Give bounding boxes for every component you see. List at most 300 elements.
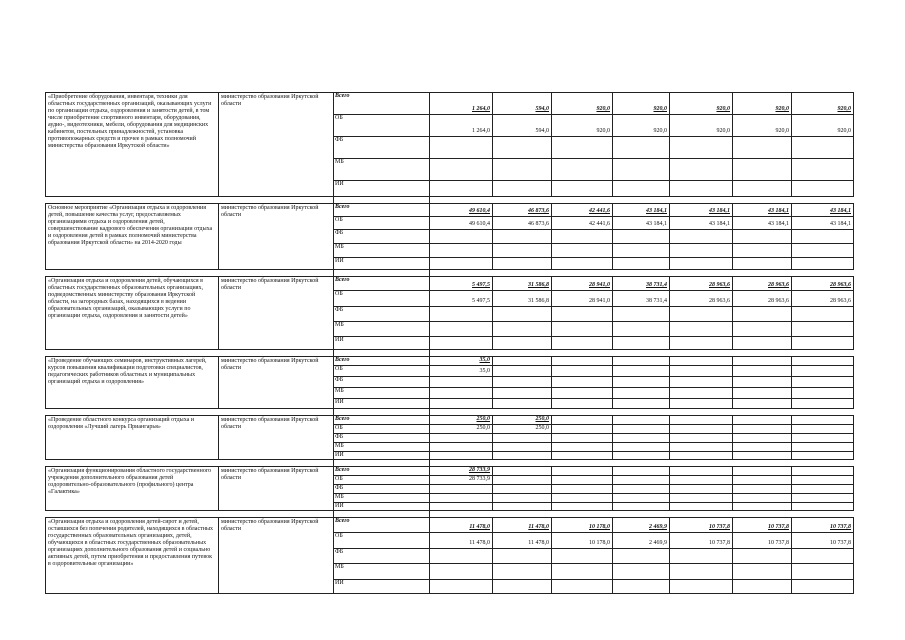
amount-cell — [733, 337, 792, 350]
funding-source: ИИ — [334, 258, 430, 270]
amount-cell — [430, 434, 493, 443]
amount-cell — [613, 181, 670, 197]
responsible-org: министерство образования Иркутской области — [219, 204, 334, 270]
amount-cell — [613, 307, 670, 322]
amount-cell: 31 586,8 — [493, 277, 552, 291]
amount-cell: 43 184,1 — [792, 204, 854, 217]
amount-cell — [430, 244, 493, 258]
funding-source: ФБ — [334, 377, 430, 388]
amount-cell: 28 941,0 — [552, 291, 613, 307]
amount-cell — [792, 416, 854, 425]
amount-cell — [670, 580, 733, 594]
amount-cell: 5 497,5 — [430, 291, 493, 307]
amount-cell: 46 873,6 — [493, 217, 552, 230]
amount-cell — [430, 258, 493, 270]
amount-cell — [733, 467, 792, 476]
amount-cell: 43 184,1 — [670, 217, 733, 230]
amount-cell — [670, 476, 733, 485]
amount-cell — [552, 159, 613, 181]
amount-cell — [552, 366, 613, 377]
amount-cell — [733, 452, 792, 460]
funding-source: МБ — [334, 159, 430, 181]
block-spacer — [46, 197, 854, 204]
amount-cell: 920,0 — [613, 115, 670, 137]
amount-cell — [792, 181, 854, 197]
amount-cell: 46 873,6 — [493, 204, 552, 217]
amount-cell: 10 178,0 — [552, 533, 613, 549]
activity-name: «Проведение обучающих семинаров, инструктивных лагерей, курсов повышения квалификации подготовки специалистов, педагогических работников областных и муниципальных организаций отдыха и оздоровления» — [46, 357, 219, 409]
block-spacer — [46, 460, 854, 467]
amount-cell — [493, 307, 552, 322]
responsible-org: министерство образования Иркутской области — [219, 277, 334, 350]
amount-cell — [733, 230, 792, 244]
amount-cell: 920,0 — [733, 93, 792, 115]
amount-cell: 28 733,9 — [430, 476, 493, 485]
amount-cell — [430, 443, 493, 452]
amount-cell — [552, 494, 613, 503]
funding-source: ОБ — [334, 115, 430, 137]
amount-cell — [613, 366, 670, 377]
amount-cell: 1 264,0 — [430, 93, 493, 115]
amount-cell: 49 610,4 — [430, 217, 493, 230]
amount-cell — [613, 452, 670, 460]
amount-cell — [493, 159, 552, 181]
amount-cell — [552, 416, 613, 425]
amount-cell — [792, 244, 854, 258]
amount-cell — [670, 452, 733, 460]
amount-cell — [493, 377, 552, 388]
amount-cell — [430, 337, 493, 350]
amount-cell — [430, 580, 493, 594]
amount-cell — [613, 425, 670, 434]
amount-cell — [792, 503, 854, 511]
funding-source: МБ — [334, 322, 430, 337]
amount-cell — [670, 549, 733, 564]
amount-cell — [733, 357, 792, 366]
amount-cell — [493, 549, 552, 564]
table-row — [46, 93, 854, 115]
funding-source: МБ — [334, 443, 430, 452]
amount-cell — [552, 503, 613, 511]
amount-cell — [733, 425, 792, 434]
amount-cell — [733, 494, 792, 503]
amount-cell — [493, 399, 552, 409]
amount-cell: 38 731,4 — [613, 277, 670, 291]
amount-cell: 43 184,1 — [733, 204, 792, 217]
amount-cell — [733, 377, 792, 388]
amount-cell — [430, 159, 493, 181]
amount-cell — [670, 443, 733, 452]
amount-cell — [792, 258, 854, 270]
funding-source: Всего — [334, 204, 430, 217]
amount-cell — [670, 337, 733, 350]
amount-cell — [792, 494, 854, 503]
amount-cell — [670, 388, 733, 399]
responsible-org: министерство образования Иркутской области — [219, 467, 334, 511]
amount-cell: 35,0 — [430, 357, 493, 366]
amount-cell — [613, 258, 670, 270]
amount-cell: 28 963,6 — [792, 277, 854, 291]
amount-cell: 11 478,0 — [493, 518, 552, 533]
amount-cell — [792, 366, 854, 377]
amount-cell: 594,0 — [493, 93, 552, 115]
amount-cell — [493, 443, 552, 452]
amount-cell — [792, 159, 854, 181]
amount-cell: 28 963,6 — [792, 291, 854, 307]
amount-cell — [733, 322, 792, 337]
funding-source: ОБ — [334, 425, 430, 434]
amount-cell: 31 586,8 — [493, 291, 552, 307]
amount-cell — [430, 307, 493, 322]
amount-cell: 250,0 — [493, 425, 552, 434]
amount-cell — [493, 258, 552, 270]
amount-cell — [430, 322, 493, 337]
amount-cell: 49 610,4 — [430, 204, 493, 217]
amount-cell — [733, 388, 792, 399]
amount-cell: 250,0 — [493, 416, 552, 425]
amount-cell — [613, 564, 670, 580]
funding-source: ИИ — [334, 452, 430, 460]
amount-cell — [552, 181, 613, 197]
amount-cell — [613, 399, 670, 409]
amount-cell: 250,0 — [430, 416, 493, 425]
amount-cell — [613, 416, 670, 425]
amount-cell: 920,0 — [733, 115, 792, 137]
amount-cell — [430, 549, 493, 564]
funding-source: ФБ — [334, 485, 430, 494]
amount-cell — [670, 230, 733, 244]
activity-name: «Организация отдыха и оздоровления детей, обучающихся в областных государственных образовательных организациях, подведомственных министерству образования Иркутской области, на загородных базах, находящихся в ведении образовательных организаций, оказывающих услуги по организации отдыха, оздоровления и занятости детей» — [46, 277, 219, 350]
funding-source: МБ — [334, 564, 430, 580]
funding-source: ИИ — [334, 503, 430, 511]
table-row — [46, 416, 854, 425]
amount-cell: 920,0 — [552, 93, 613, 115]
amount-cell — [552, 443, 613, 452]
amount-cell — [552, 258, 613, 270]
amount-cell — [493, 357, 552, 366]
amount-cell — [552, 425, 613, 434]
amount-cell — [670, 258, 733, 270]
funding-source: ФБ — [334, 137, 430, 159]
amount-cell: 1 264,0 — [430, 115, 493, 137]
amount-cell — [670, 357, 733, 366]
amount-cell — [613, 434, 670, 443]
amount-cell: 43 184,1 — [792, 217, 854, 230]
funding-source: ОБ — [334, 366, 430, 377]
amount-cell — [792, 467, 854, 476]
amount-cell — [733, 244, 792, 258]
amount-cell — [670, 425, 733, 434]
amount-cell — [792, 443, 854, 452]
activity-name: «Проведение областного конкурса организаций отдыха и оздоровления «Лучший лагерь Приангарья» — [46, 416, 219, 460]
amount-cell — [792, 425, 854, 434]
responsible-org: министерство образования Иркутской области — [219, 93, 334, 197]
amount-cell — [613, 443, 670, 452]
funding-source: МБ — [334, 244, 430, 258]
amount-cell — [670, 494, 733, 503]
amount-cell — [430, 564, 493, 580]
amount-cell: 2 469,9 — [613, 533, 670, 549]
amount-cell — [493, 322, 552, 337]
amount-cell — [733, 443, 792, 452]
amount-cell — [792, 337, 854, 350]
amount-cell — [493, 388, 552, 399]
amount-cell — [792, 377, 854, 388]
amount-cell — [552, 230, 613, 244]
amount-cell — [733, 503, 792, 511]
amount-cell: 38 731,4 — [613, 291, 670, 307]
amount-cell — [493, 434, 552, 443]
amount-cell — [430, 494, 493, 503]
amount-cell — [613, 230, 670, 244]
amount-cell — [613, 244, 670, 258]
amount-cell — [493, 476, 552, 485]
amount-cell — [552, 564, 613, 580]
amount-cell — [670, 416, 733, 425]
amount-cell — [792, 322, 854, 337]
funding-source: ОБ — [334, 533, 430, 549]
funding-source: ОБ — [334, 476, 430, 485]
amount-cell — [552, 337, 613, 350]
amount-cell — [493, 244, 552, 258]
amount-cell — [493, 366, 552, 377]
amount-cell — [430, 181, 493, 197]
amount-cell — [792, 549, 854, 564]
amount-cell — [552, 137, 613, 159]
amount-cell — [552, 467, 613, 476]
amount-cell — [430, 377, 493, 388]
amount-cell — [733, 258, 792, 270]
amount-cell — [733, 399, 792, 409]
amount-cell — [792, 399, 854, 409]
amount-cell — [613, 476, 670, 485]
amount-cell — [792, 357, 854, 366]
amount-cell: 10 737,8 — [733, 533, 792, 549]
amount-cell — [670, 503, 733, 511]
amount-cell: 10 737,8 — [733, 518, 792, 533]
amount-cell: 10 737,8 — [792, 518, 854, 533]
amount-cell — [493, 564, 552, 580]
amount-cell — [670, 137, 733, 159]
amount-cell: 10 178,0 — [552, 518, 613, 533]
amount-cell: 11 478,0 — [430, 533, 493, 549]
funding-source: Всего — [334, 518, 430, 533]
amount-cell — [792, 485, 854, 494]
amount-cell: 920,0 — [792, 115, 854, 137]
amount-cell: 920,0 — [613, 93, 670, 115]
funding-source: МБ — [334, 494, 430, 503]
amount-cell — [670, 377, 733, 388]
amount-cell — [733, 549, 792, 564]
amount-cell — [670, 366, 733, 377]
amount-cell: 920,0 — [670, 115, 733, 137]
amount-cell — [613, 322, 670, 337]
amount-cell: 43 184,1 — [613, 217, 670, 230]
amount-cell: 42 441,6 — [552, 217, 613, 230]
amount-cell — [552, 388, 613, 399]
amount-cell — [613, 485, 670, 494]
amount-cell — [552, 399, 613, 409]
funding-source: ФБ — [334, 549, 430, 564]
amount-cell — [493, 503, 552, 511]
amount-cell: 250,0 — [430, 425, 493, 434]
amount-cell — [733, 580, 792, 594]
amount-cell: 10 737,8 — [792, 533, 854, 549]
amount-cell: 594,0 — [493, 115, 552, 137]
amount-cell — [792, 580, 854, 594]
amount-cell — [613, 377, 670, 388]
table-row — [46, 357, 854, 366]
block-spacer — [46, 511, 854, 518]
amount-cell — [733, 137, 792, 159]
amount-cell — [733, 434, 792, 443]
amount-cell — [493, 181, 552, 197]
amount-cell — [552, 476, 613, 485]
amount-cell — [613, 137, 670, 159]
funding-source: ФБ — [334, 434, 430, 443]
amount-cell — [792, 564, 854, 580]
amount-cell: 43 184,1 — [733, 217, 792, 230]
amount-cell: 43 184,1 — [613, 204, 670, 217]
amount-cell — [733, 366, 792, 377]
amount-cell — [552, 580, 613, 594]
amount-cell: 28 963,6 — [733, 277, 792, 291]
funding-source: ИИ — [334, 337, 430, 350]
amount-cell — [493, 137, 552, 159]
amount-cell — [552, 549, 613, 564]
table-row — [46, 518, 854, 533]
amount-cell — [613, 549, 670, 564]
amount-cell: 28 963,6 — [670, 291, 733, 307]
amount-cell — [792, 388, 854, 399]
amount-cell — [493, 230, 552, 244]
amount-cell — [493, 337, 552, 350]
amount-cell — [670, 399, 733, 409]
amount-cell — [792, 137, 854, 159]
amount-cell — [430, 485, 493, 494]
amount-cell — [733, 307, 792, 322]
amount-cell: 35,0 — [430, 366, 493, 377]
amount-cell — [613, 467, 670, 476]
amount-cell — [430, 388, 493, 399]
activity-name: «Организация отдыха и оздоровления детей-сирот и детей, оставшихся без попечения родителей, находящихся в областных государственных образовательных организациях, детей, обучающихся в областных государственных образовательных организациях дополнительного образования детей и социально активных детей, путем приобретения и предоставления путевок в оздоровительные организации» — [46, 518, 219, 594]
amount-cell: 28 733,9 — [430, 467, 493, 476]
responsible-org: министерство образования Иркутской области — [219, 357, 334, 409]
amount-cell — [613, 388, 670, 399]
table-row — [46, 277, 854, 291]
amount-cell — [613, 580, 670, 594]
amount-cell — [552, 485, 613, 494]
funding-source: Всего — [334, 93, 430, 115]
amount-cell: 920,0 — [552, 115, 613, 137]
funding-source: ФБ — [334, 307, 430, 322]
activity-name: Основное мероприятие «Организация отдыха и оздоровления детей, повышение качества услуг, предоставляемых организациями отдыха и оздоровления детей, совершенствование кадрового обеспечения организации отдыха и оздоровления детей в рамках полномочий министерства образования Иркутской области» на 2014-2020 годы — [46, 204, 219, 270]
responsible-org: министерство образования Иркутской области — [219, 416, 334, 460]
amount-cell — [792, 230, 854, 244]
funding-source: ИИ — [334, 181, 430, 197]
funding-source: ИИ — [334, 580, 430, 594]
amount-cell — [670, 434, 733, 443]
table-row — [46, 467, 854, 476]
amount-cell — [430, 399, 493, 409]
amount-cell — [552, 322, 613, 337]
amount-cell: 28 963,6 — [733, 291, 792, 307]
amount-cell — [670, 244, 733, 258]
amount-cell — [792, 307, 854, 322]
amount-cell: 5 497,5 — [430, 277, 493, 291]
amount-cell — [493, 580, 552, 594]
amount-cell — [493, 485, 552, 494]
block-spacer — [46, 350, 854, 357]
amount-cell — [430, 137, 493, 159]
funding-source: ОБ — [334, 291, 430, 307]
amount-cell — [430, 503, 493, 511]
amount-cell — [792, 476, 854, 485]
funding-source: Всего — [334, 416, 430, 425]
activity-name: «Организация функционирования областного государственного учреждения дополнительного образования детей оздоровительно-образовательного (профильного) центра «Галактика» — [46, 467, 219, 511]
amount-cell: 11 478,0 — [430, 518, 493, 533]
amount-cell — [733, 159, 792, 181]
budget-table-body — [46, 93, 854, 594]
amount-cell: 28 941,0 — [552, 277, 613, 291]
funding-source: Всего — [334, 357, 430, 366]
amount-cell — [613, 503, 670, 511]
budget-table — [45, 92, 854, 594]
amount-cell: 920,0 — [792, 93, 854, 115]
amount-cell — [493, 494, 552, 503]
funding-source: ФБ — [334, 230, 430, 244]
amount-cell — [670, 467, 733, 476]
amount-cell — [613, 357, 670, 366]
amount-cell — [670, 564, 733, 580]
amount-cell — [430, 452, 493, 460]
amount-cell — [792, 434, 854, 443]
amount-cell — [552, 244, 613, 258]
funding-source: Всего — [334, 467, 430, 476]
amount-cell — [670, 485, 733, 494]
amount-cell — [613, 159, 670, 181]
amount-cell — [613, 337, 670, 350]
amount-cell — [792, 452, 854, 460]
activity-name: «Приобретение оборудования, инвентаря, техники для областных государственных организаций, оказывающих услуги по организации отдыха, оздоровления и занятости детей, в том числе приобретение спортивного инвентаря, оборудования, аудио-, видеотехники, мебели, оборудования для медицинских кабинетов, постельных принадлежностей, установка противопожарных средств и прочее в рамках полномочий министерства образования Иркутской области» — [46, 93, 219, 197]
funding-source: МБ — [334, 388, 430, 399]
amount-cell — [670, 159, 733, 181]
amount-cell — [552, 307, 613, 322]
amount-cell — [733, 564, 792, 580]
amount-cell: 920,0 — [670, 93, 733, 115]
funding-source: ИИ — [334, 399, 430, 409]
amount-cell — [670, 307, 733, 322]
amount-cell — [733, 416, 792, 425]
amount-cell: 28 963,6 — [670, 277, 733, 291]
amount-cell — [733, 485, 792, 494]
amount-cell — [552, 434, 613, 443]
amount-cell: 2 469,9 — [613, 518, 670, 533]
amount-cell: 43 184,1 — [670, 204, 733, 217]
amount-cell: 10 737,8 — [670, 533, 733, 549]
table-row — [46, 204, 854, 217]
responsible-org: министерство образования Иркутской области — [219, 518, 334, 594]
amount-cell — [493, 467, 552, 476]
amount-cell — [430, 230, 493, 244]
amount-cell — [733, 181, 792, 197]
block-spacer — [46, 409, 854, 416]
amount-cell — [670, 322, 733, 337]
amount-cell: 11 478,0 — [493, 533, 552, 549]
amount-cell — [733, 476, 792, 485]
amount-cell: 10 737,8 — [670, 518, 733, 533]
amount-cell: 42 441,6 — [552, 204, 613, 217]
